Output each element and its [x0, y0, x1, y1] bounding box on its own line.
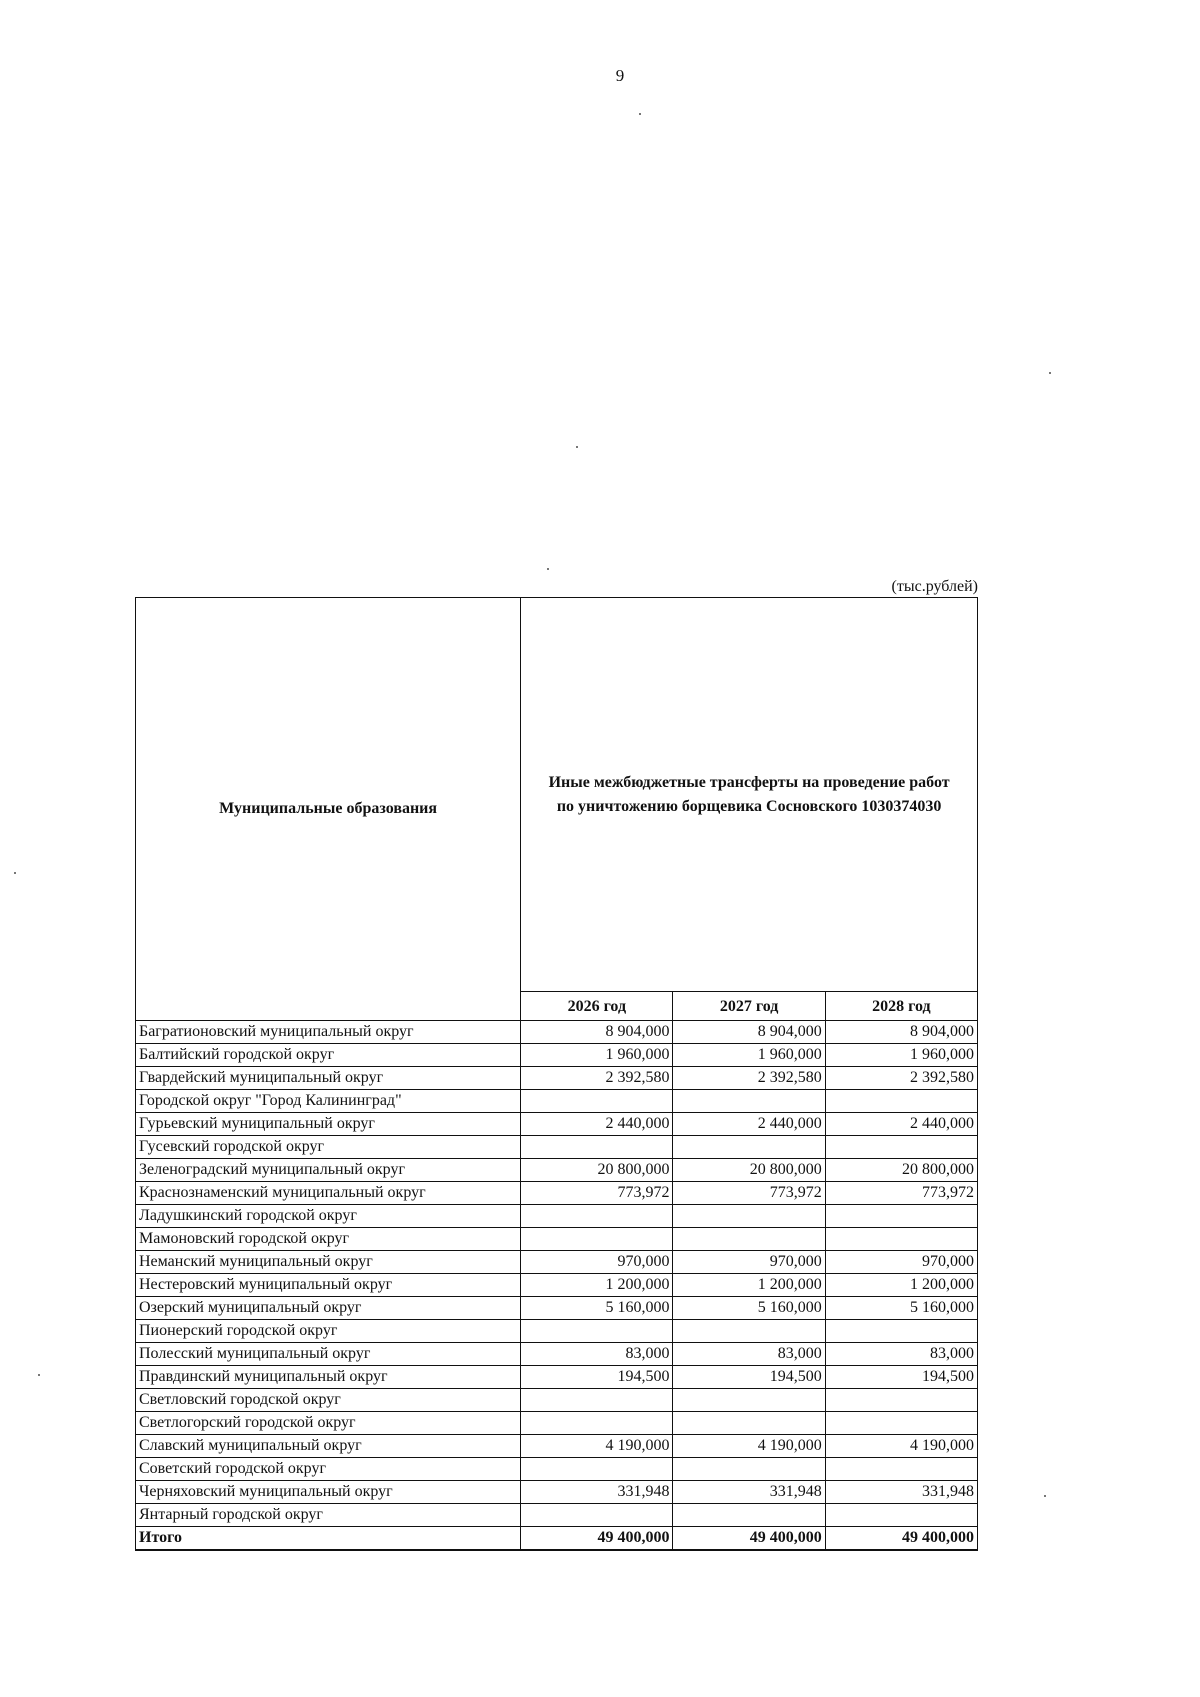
scan-speck: [547, 568, 549, 570]
row-value-2028: 970,000: [825, 1251, 977, 1274]
row-value-2026: 4 190,000: [521, 1435, 673, 1458]
row-name: Гвардейский муниципальный округ: [136, 1067, 521, 1090]
table-row: [136, 1458, 978, 1481]
table-row: [136, 1504, 978, 1527]
row-name: Пионерский городской округ: [136, 1320, 521, 1343]
row-value-2027: 773,972: [673, 1182, 825, 1205]
table-row: [136, 1182, 978, 1205]
table-row: [136, 1251, 978, 1274]
table-row: [136, 1343, 978, 1366]
total-value-2026: 49 400,000: [521, 1527, 673, 1551]
row-value-2026: 2 440,000: [521, 1113, 673, 1136]
row-value-2027: [673, 1320, 825, 1343]
row-name: Светловский городской округ: [136, 1389, 521, 1412]
table-row: [136, 1274, 978, 1297]
row-value-2028: 1 200,000: [825, 1274, 977, 1297]
row-value-2027: 1 200,000: [673, 1274, 825, 1297]
table-row: [136, 1159, 978, 1182]
row-value-2027: [673, 1090, 825, 1113]
table-row: [136, 1113, 978, 1136]
table-row: [136, 1228, 978, 1251]
table-body: [136, 1021, 978, 1551]
row-value-2028: [825, 1389, 977, 1412]
row-value-2026: 194,500: [521, 1366, 673, 1389]
row-value-2028: 83,000: [825, 1343, 977, 1366]
row-value-2027: 2 392,580: [673, 1067, 825, 1090]
row-value-2026: [521, 1389, 673, 1412]
row-value-2028: [825, 1136, 977, 1159]
row-value-2028: 194,500: [825, 1366, 977, 1389]
table-row: [136, 1320, 978, 1343]
total-label: Итого: [136, 1527, 521, 1551]
page-number: 9: [615, 66, 625, 85]
table-row: [136, 1136, 978, 1159]
header-year-2028: 2028 год: [825, 992, 977, 1021]
row-name: Балтийский городской округ: [136, 1044, 521, 1067]
table-row: [136, 1067, 978, 1090]
table-row: [136, 1481, 978, 1504]
row-name: Мамоновский городской округ: [136, 1228, 521, 1251]
row-value-2026: 1 960,000: [521, 1044, 673, 1067]
row-value-2026: 5 160,000: [521, 1297, 673, 1320]
row-value-2028: [825, 1412, 977, 1435]
header-municipality: Муниципальные образования: [136, 598, 521, 1021]
scan-speck: [14, 872, 16, 874]
row-value-2028: 2 392,580: [825, 1067, 977, 1090]
table-row: [136, 1366, 978, 1389]
row-value-2026: 83,000: [521, 1343, 673, 1366]
scan-speck: [1049, 372, 1051, 374]
row-value-2028: 2 440,000: [825, 1113, 977, 1136]
row-name: Гурьевский муниципальный округ: [136, 1113, 521, 1136]
row-value-2026: [521, 1228, 673, 1251]
row-value-2027: 4 190,000: [673, 1435, 825, 1458]
transfers-table: [135, 597, 978, 1551]
table-row: [136, 1435, 978, 1458]
unit-note: (тыс.рублей): [891, 578, 978, 595]
row-name: Неманский муниципальный округ: [136, 1251, 521, 1274]
row-value-2026: [521, 1412, 673, 1435]
table-row: [136, 1044, 978, 1067]
header-year-2027: 2027 год: [673, 992, 825, 1021]
row-name: Полесский муниципальный округ: [136, 1343, 521, 1366]
row-value-2026: [521, 1205, 673, 1228]
total-row: [136, 1527, 978, 1551]
row-name: Озерский муниципальный округ: [136, 1297, 521, 1320]
table-row: [136, 1412, 978, 1435]
table-row: [136, 1297, 978, 1320]
row-value-2026: 2 392,580: [521, 1067, 673, 1090]
row-value-2027: [673, 1205, 825, 1228]
row-value-2027: [673, 1136, 825, 1159]
row-name: Советский городской округ: [136, 1458, 521, 1481]
row-name: Зеленоградский муниципальный округ: [136, 1159, 521, 1182]
row-value-2028: 331,948: [825, 1481, 977, 1504]
row-name: Нестеровский муниципальный округ: [136, 1274, 521, 1297]
row-value-2028: 8 904,000: [825, 1021, 977, 1044]
table-row: [136, 1090, 978, 1113]
row-value-2028: [825, 1458, 977, 1481]
row-value-2027: [673, 1504, 825, 1527]
row-value-2027: [673, 1412, 825, 1435]
row-value-2027: 83,000: [673, 1343, 825, 1366]
row-name: Черняховский муниципальный округ: [136, 1481, 521, 1504]
row-name: Гусевский городской округ: [136, 1136, 521, 1159]
row-value-2028: 20 800,000: [825, 1159, 977, 1182]
total-value-2027: 49 400,000: [673, 1527, 825, 1551]
row-value-2027: [673, 1389, 825, 1412]
table-row: [136, 1205, 978, 1228]
row-value-2028: [825, 1205, 977, 1228]
row-value-2026: 773,972: [521, 1182, 673, 1205]
row-value-2028: [825, 1228, 977, 1251]
row-value-2027: 194,500: [673, 1366, 825, 1389]
row-value-2027: [673, 1228, 825, 1251]
table-row: [136, 1389, 978, 1412]
row-name: Янтарный городской округ: [136, 1504, 521, 1527]
row-value-2026: [521, 1504, 673, 1527]
row-value-2027: [673, 1458, 825, 1481]
row-value-2026: [521, 1136, 673, 1159]
row-value-2026: [521, 1458, 673, 1481]
row-name: Славский муниципальный округ: [136, 1435, 521, 1458]
row-name: Ладушкинский городской округ: [136, 1205, 521, 1228]
row-value-2028: [825, 1090, 977, 1113]
row-value-2027: 2 440,000: [673, 1113, 825, 1136]
row-value-2027: 970,000: [673, 1251, 825, 1274]
row-value-2026: [521, 1320, 673, 1343]
row-value-2026: 970,000: [521, 1251, 673, 1274]
row-name: Городской округ "Город Калининград": [136, 1090, 521, 1113]
table-header-row: [136, 598, 978, 992]
row-name: Светлогорский городской округ: [136, 1412, 521, 1435]
row-value-2027: 20 800,000: [673, 1159, 825, 1182]
row-value-2026: 8 904,000: [521, 1021, 673, 1044]
header-transfer-title: Иные межбюджетные трансферты на проведение работ по уничтожению борщевика Сосновского 1030374030: [521, 598, 978, 992]
row-value-2026: 20 800,000: [521, 1159, 673, 1182]
row-value-2027: 1 960,000: [673, 1044, 825, 1067]
row-name: Багратионовский муниципальный округ: [136, 1021, 521, 1044]
header-year-2026: 2026 год: [521, 992, 673, 1021]
row-value-2026: [521, 1090, 673, 1113]
scan-speck: [639, 113, 641, 115]
row-value-2027: 5 160,000: [673, 1297, 825, 1320]
scan-speck: [1044, 1495, 1046, 1497]
scan-speck: [576, 446, 578, 448]
row-name: Правдинский муниципальный округ: [136, 1366, 521, 1389]
row-value-2027: 8 904,000: [673, 1021, 825, 1044]
row-value-2026: 331,948: [521, 1481, 673, 1504]
table-row: [136, 1021, 978, 1044]
row-value-2027: 331,948: [673, 1481, 825, 1504]
row-value-2028: 4 190,000: [825, 1435, 977, 1458]
row-value-2028: [825, 1504, 977, 1527]
scan-speck: [38, 1374, 40, 1376]
row-value-2026: 1 200,000: [521, 1274, 673, 1297]
row-value-2028: 5 160,000: [825, 1297, 977, 1320]
row-name: Краснознаменский муниципальный округ: [136, 1182, 521, 1205]
total-value-2028: 49 400,000: [825, 1527, 977, 1551]
row-value-2028: 773,972: [825, 1182, 977, 1205]
row-value-2028: [825, 1320, 977, 1343]
row-value-2028: 1 960,000: [825, 1044, 977, 1067]
